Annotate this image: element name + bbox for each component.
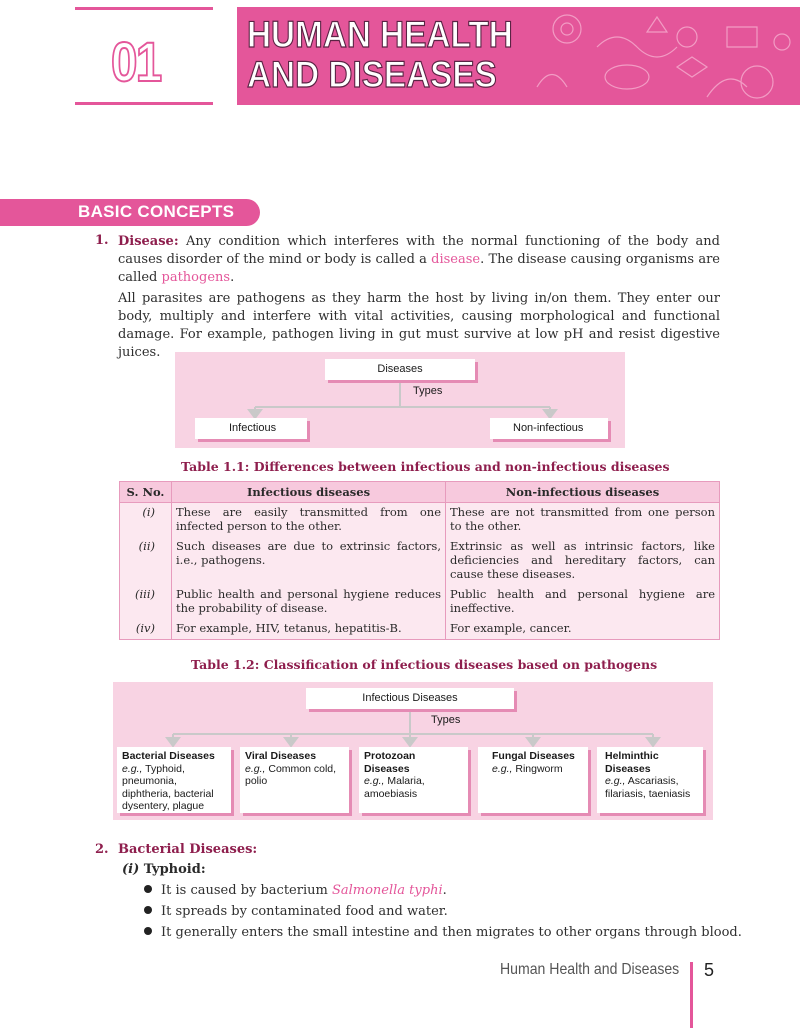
page-number: 5 <box>704 960 715 980</box>
section-label: BASIC CONCEPTS <box>78 202 235 221</box>
chapter-banner <box>237 7 800 105</box>
bullet-icon <box>144 885 152 893</box>
chapter-title <box>247 15 513 95</box>
definition-text-a: Any condition which interferes with the normal functioning of the body and causes disorder of the mind or body is called a <box>118 234 720 267</box>
cell-noninfectious: These are not transmitted from one person to the other. <box>446 503 720 538</box>
bullet-text: It spreads by contaminated food and water. <box>161 904 448 919</box>
cell-infectious: Public health and personal hygiene reduces the probability of disease. <box>172 585 446 619</box>
types-label-2: Types <box>431 714 461 726</box>
infectious-diseases-root-box: Infectious Diseases <box>306 688 514 709</box>
bullet-icon <box>144 906 152 914</box>
viral-diseases-box <box>240 747 349 813</box>
definition-text-c: . <box>230 270 235 285</box>
viral-title: Viral Diseases <box>245 750 317 762</box>
chapter-number-box <box>75 7 213 105</box>
fungal-examples: Ringworm <box>512 762 563 775</box>
helminthic-title: Helminthic Diseases <box>605 750 659 775</box>
protozoan-title: Protozoan Diseases <box>364 750 416 775</box>
non-infectious-box: Non-infectious <box>490 418 608 439</box>
table-2-caption: Table 1.2: Classification of infectious diseases based on pathogens <box>191 657 658 672</box>
bullet-text-end: . <box>442 883 447 898</box>
bullet-text: It is caused by bacterium <box>161 883 332 898</box>
item-1-number: 1. <box>95 233 109 248</box>
cell-sno: (ii) <box>120 537 172 585</box>
table-row <box>120 585 720 619</box>
chapter-title-line-2: AND DISEASES <box>247 54 497 95</box>
fungal-title: Fungal Diseases <box>492 750 575 762</box>
eg-label: e.g., <box>122 762 143 775</box>
cell-noninfectious: For example, cancer. <box>446 619 720 640</box>
chapter-title-line-1: HUMAN HEALTH <box>247 14 513 55</box>
definition-text-b: . The disease causing organisms are called <box>118 252 720 285</box>
cell-sno: (iii) <box>120 585 172 619</box>
table-1-caption: Table 1.1: Differences between infectious and non-infectious diseases <box>181 459 670 474</box>
eg-label: e.g., <box>605 775 626 787</box>
chapter-number: 01 <box>111 30 161 93</box>
item-2-heading: Bacterial Diseases: <box>118 842 258 857</box>
cell-noninfectious: Public health and personal hygiene are ineffective. <box>446 585 720 619</box>
table-row <box>120 537 720 585</box>
item-2-number: 2. <box>95 842 109 857</box>
bacterial-title: Bacterial Diseases <box>122 750 215 762</box>
table-infectious-vs-noninfectious <box>119 481 720 640</box>
fungal-diseases-box <box>478 747 588 813</box>
bullet-item <box>144 883 447 898</box>
highlight-pathogens: pathogens <box>161 270 231 285</box>
sub-heading-text: Typhoid: <box>143 862 206 877</box>
eg-label: e.g., <box>364 775 385 787</box>
eg-label: e.g., <box>245 762 266 775</box>
viral-examples: Common cold, polio <box>245 762 337 787</box>
table-header-row <box>120 482 720 503</box>
section-bar <box>0 199 260 226</box>
eg-label: e.g., <box>492 762 513 775</box>
sub-number: (i) <box>122 862 140 877</box>
bullet-item <box>144 904 448 919</box>
header-noninfectious: Non-infectious diseases <box>446 482 720 503</box>
header-sno: S. No. <box>120 482 172 503</box>
highlight-disease: disease <box>431 252 481 267</box>
bacterial-examples: Typhoid, pneumonia, diphtheria, bacterial dysentery, plague <box>122 762 214 812</box>
helminthic-examples: Ascariasis, filariasis, taeniasis <box>605 775 691 800</box>
cell-noninfectious: Extrinsic as well as intrinsic factors, like deficiencies and hereditary factors, can cause these diseases. <box>446 537 720 585</box>
bullet-text: It generally enters the small intestine and then migrates to other organs through blood. <box>161 925 742 940</box>
bullet-icon <box>144 927 152 935</box>
bullet-item <box>144 925 742 940</box>
bacterial-diseases-box <box>117 747 231 813</box>
cell-infectious: Such diseases are due to extrinsic factors, i.e., pathogens. <box>172 537 446 585</box>
typhoid-subheading <box>122 862 206 877</box>
helminthic-diseases-box <box>597 747 703 813</box>
top-rule <box>75 7 213 10</box>
infectious-box: Infectious <box>195 418 307 439</box>
salmonella-typhi: Salmonella typhi <box>331 883 443 898</box>
types-label: Types <box>413 385 443 397</box>
cell-sno: (iv) <box>120 619 172 640</box>
cell-sno: (i) <box>120 503 172 538</box>
cell-infectious: These are easily transmitted from one infected person to the other. <box>172 503 446 538</box>
parasites-paragraph: All parasites are pathogens as they harm the host by living in/on them. They enter our body, multiply and interfere with vital activities, causing morphological and functional damage. For example, pathogen living in gut must survive at low pH and resist digestive juices. <box>118 291 720 360</box>
protozoan-diseases-box <box>359 747 468 813</box>
diseases-root-box: Diseases <box>325 359 475 380</box>
table-row <box>120 503 720 538</box>
header-infectious: Infectious diseases <box>172 482 446 503</box>
protozoan-examples: Malaria, amoebiasis <box>364 775 425 800</box>
footer-title: Human Health and Diseases <box>500 961 680 978</box>
term-disease: Disease: <box>118 234 179 249</box>
bottom-rule <box>75 102 213 105</box>
disease-definition <box>118 233 720 287</box>
cell-infectious: For example, HIV, tetanus, hepatitis-B. <box>172 619 446 640</box>
footer-divider <box>690 962 693 1028</box>
table-row <box>120 619 720 640</box>
